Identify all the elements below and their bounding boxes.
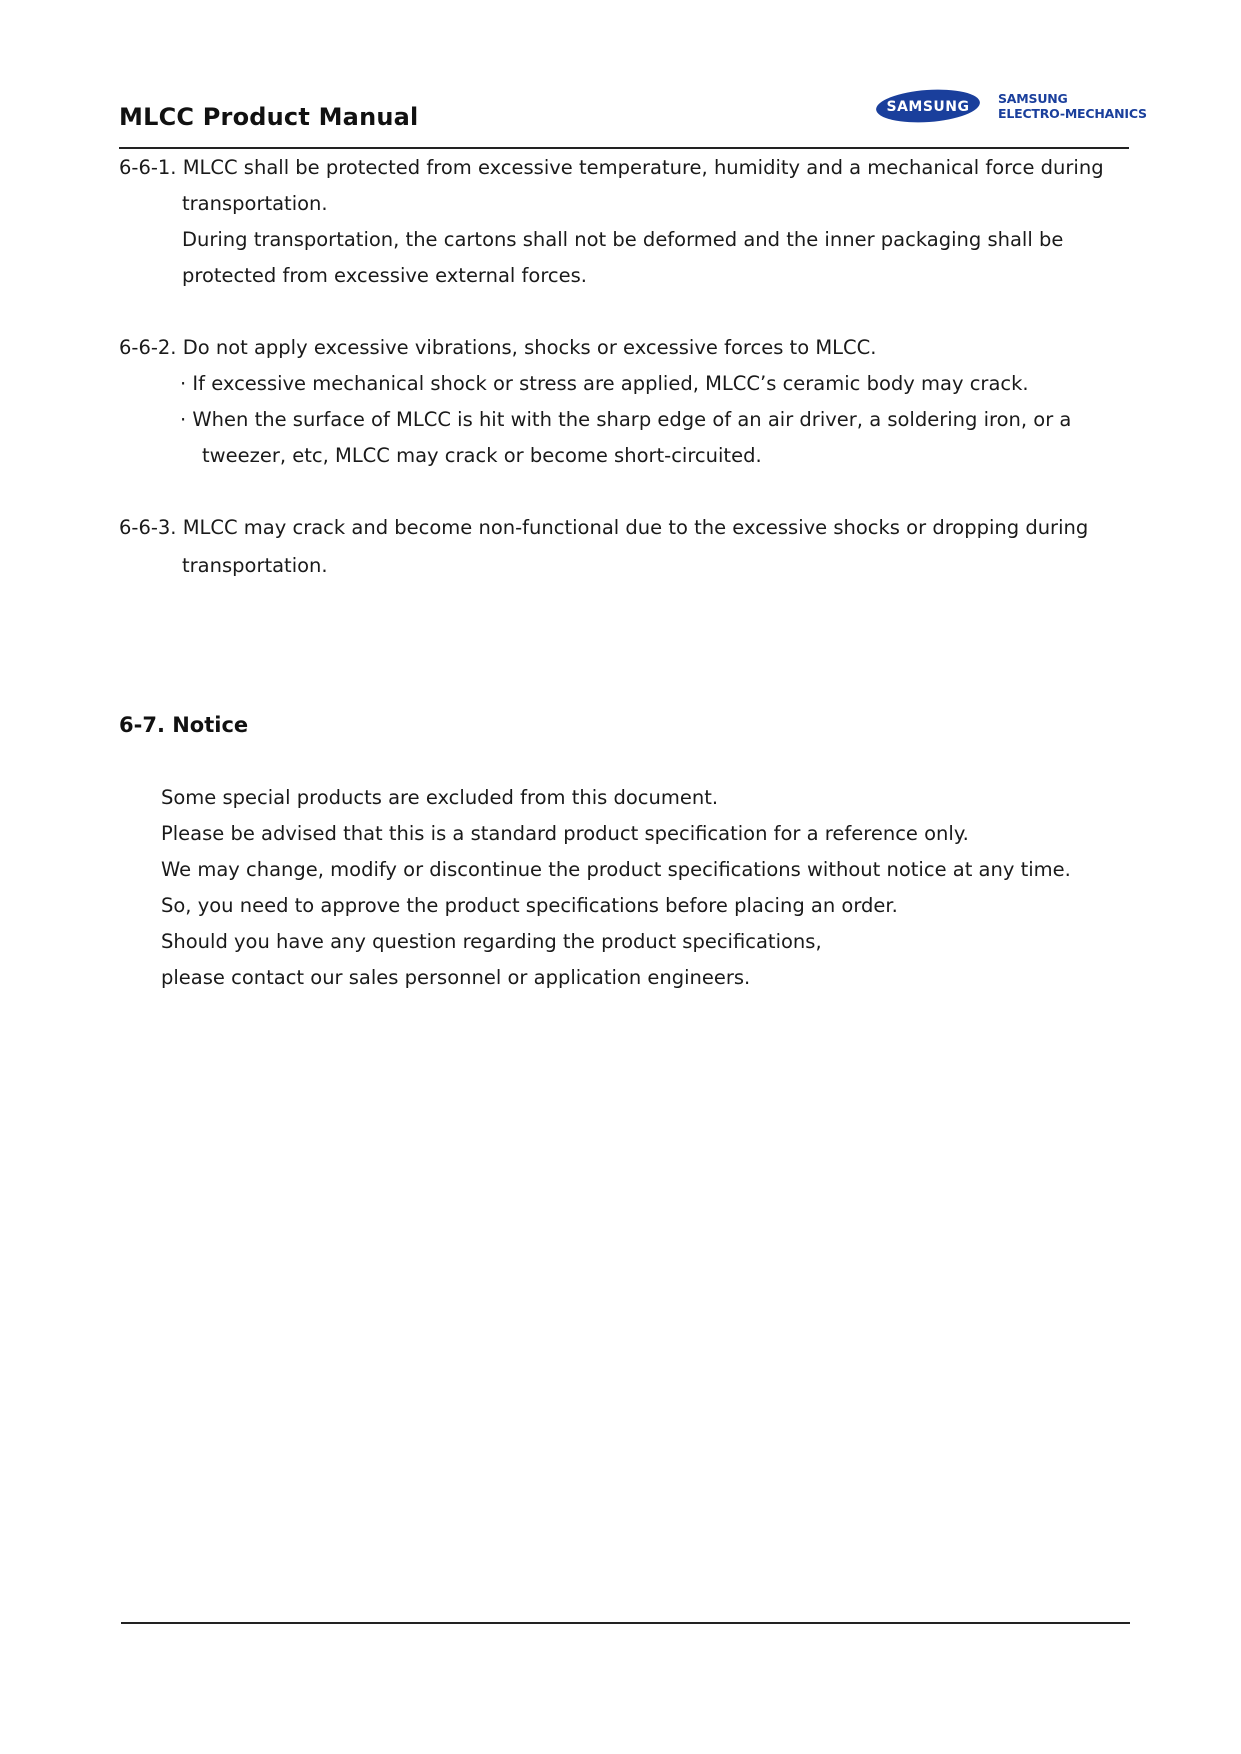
footer-divider: [121, 1622, 1130, 1624]
header-divider: [119, 147, 1129, 149]
notice-line: Some special products are excluded from this document.: [161, 786, 719, 809]
item-661-line-3: During transportation, the cartons shall not be deformed and the inner packaging shall be: [182, 228, 1064, 251]
notice-heading: 6-7. Notice: [119, 713, 249, 737]
item-662-bullet-2-line-1: · When the surface of MLCC is hit with the sharp edge of an air driver, a soldering iron, or a: [180, 408, 1072, 431]
item-661-line-2: transportation.: [182, 192, 328, 215]
notice-line: please contact our sales personnel or application engineers.: [161, 966, 751, 989]
notice-line: We may change, modify or discontinue the product specifications without notice at any time.: [161, 858, 1071, 881]
item-663-line-2: transportation.: [182, 554, 328, 577]
page-title: MLCC Product Manual: [119, 103, 419, 131]
logo-company-name: [998, 91, 1147, 121]
item-662-bullet-1: · If excessive mechanical shock or stress are applied, MLCC’s ceramic body may crack.: [180, 372, 1029, 395]
item-661-line-1: 6-6-1. MLCC shall be protected from excessive temperature, humidity and a mechanical force during: [119, 156, 1104, 179]
notice-line: Should you have any question regarding the product specifications,: [161, 930, 822, 953]
item-661-line-4: protected from excessive external forces.: [182, 264, 587, 287]
item-662-line-1: 6-6-2. Do not apply excessive vibrations, shocks or excessive forces to MLCC.: [119, 336, 877, 359]
logo-oval-text: SAMSUNG: [886, 99, 970, 115]
notice-line: Please be advised that this is a standard product specification for a reference only.: [161, 822, 969, 845]
logo-line-1: SAMSUNG: [998, 91, 1068, 106]
logo-line-2: ELECTRO-MECHANICS: [998, 106, 1147, 121]
item-662-bullet-2-line-2: tweezer, etc, MLCC may crack or become short-circuited.: [202, 444, 762, 467]
item-663-line-1: 6-6-3. MLCC may crack and become non-functional due to the excessive shocks or dropping during: [119, 516, 1089, 539]
notice-line: So, you need to approve the product specifications before placing an order.: [161, 894, 898, 917]
